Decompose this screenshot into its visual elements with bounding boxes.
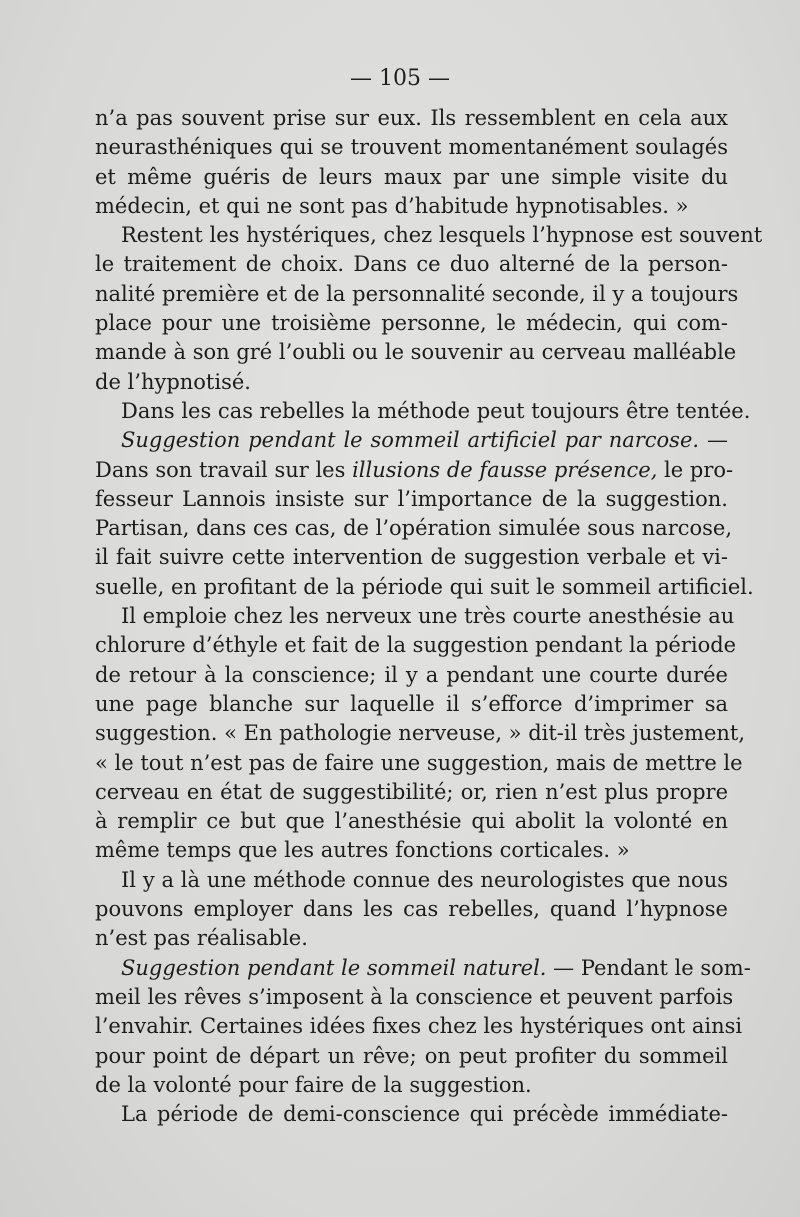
text-line bbox=[95, 280, 739, 309]
italic-text-segment: illusions de fausse présence, bbox=[352, 457, 658, 482]
text-segment: Dans son travail sur les bbox=[95, 457, 353, 482]
text-line bbox=[95, 250, 728, 279]
text-segment: cerveau en état de suggestibilité; or, rien n’est plus propre bbox=[95, 779, 728, 804]
text-line bbox=[95, 807, 728, 836]
text-segment: — bbox=[699, 428, 728, 453]
text-segment: n’a pas souvent prise sur eux. Ils ressemblent en cela aux bbox=[95, 106, 728, 130]
text-line bbox=[95, 514, 733, 543]
text-segment: à remplir ce but que l’anesthésie qui abolit la volonté en bbox=[95, 809, 728, 834]
text-segment: pour point de départ un rêve; on peut profiter du sommeil bbox=[95, 1043, 728, 1068]
text-line bbox=[95, 983, 734, 1012]
text-line bbox=[95, 631, 737, 660]
text-segment: La période de demi-conscience qui précède immédiate- bbox=[121, 1102, 728, 1127]
italic-text-segment: Suggestion pendant le sommeil naturel. bbox=[121, 955, 547, 980]
italic-text-segment: Suggestion pendant le sommeil artificiel par narcose. bbox=[121, 428, 700, 453]
text-line bbox=[95, 456, 734, 485]
text-line bbox=[95, 426, 728, 455]
text-line bbox=[95, 895, 728, 924]
text-segment: Il y a là une méthode connue des neurologistes que nous bbox=[121, 867, 728, 892]
text-line bbox=[95, 954, 751, 983]
text-segment: de l’hypnotisé. bbox=[95, 369, 251, 394]
text-line bbox=[95, 573, 754, 602]
text-segment: Il emploie chez les nerveux une très courte anesthésie au bbox=[121, 604, 735, 629]
text-line bbox=[95, 602, 735, 631]
text-segment: l’envahir. Certaines idées fixes chez les hystériques ont ainsi bbox=[95, 1014, 743, 1039]
text-segment: Dans les cas rebelles la méthode peut toujours être tentée. bbox=[121, 398, 751, 423]
text-line bbox=[95, 338, 737, 367]
text-line bbox=[95, 104, 728, 133]
text-segment: même temps que les autres fonctions corticales. » bbox=[95, 838, 630, 863]
text-segment: de la volonté pour faire de la suggestion. bbox=[95, 1072, 532, 1097]
text-segment: fesseur Lannois insiste sur l’importance de la suggestion. bbox=[95, 486, 728, 511]
text-segment: Restent les hystériques, chez lesquels l’hypnose est souvent bbox=[121, 223, 763, 248]
text-segment: « le tout n’est pas de faire une suggestion, mais de mettre le bbox=[95, 750, 743, 775]
text-line bbox=[95, 836, 728, 865]
text-segment: une page blanche sur laquelle il s’efforce d’imprimer sa bbox=[95, 691, 728, 716]
page-number: — 105 — bbox=[350, 66, 450, 91]
text-line bbox=[95, 192, 728, 221]
text-segment: Partisan, dans ces cas, de l’opération simulée sous narcose, bbox=[95, 516, 733, 541]
text-line bbox=[95, 397, 751, 426]
text-segment: le pro- bbox=[657, 457, 734, 482]
text-line bbox=[95, 866, 728, 895]
text-segment: — Pendant le som- bbox=[546, 955, 751, 980]
text-line bbox=[95, 1071, 728, 1100]
text-line bbox=[95, 133, 728, 162]
text-segment: nalité première et de la personnalité seconde, il y a toujours bbox=[95, 281, 739, 306]
text-line bbox=[95, 543, 728, 572]
text-line bbox=[95, 749, 743, 778]
text-segment: n’est pas réalisable. bbox=[95, 926, 308, 951]
text-line bbox=[95, 485, 728, 514]
text-segment: mande à son gré l’oubli ou le souvenir au cerveau malléable bbox=[95, 340, 737, 365]
text-line bbox=[95, 924, 728, 953]
text-line bbox=[95, 1042, 728, 1071]
text-segment: et même guéris de leurs maux par une simple visite du bbox=[95, 164, 728, 189]
text-segment: il fait suivre cette intervention de suggestion verbale et vi- bbox=[95, 545, 728, 570]
body-text bbox=[95, 104, 763, 1129]
text-line bbox=[95, 309, 728, 338]
text-segment: médecin, et qui ne sont pas d’habitude hypnotisables. » bbox=[95, 193, 689, 218]
text-segment: le traitement de choix. Dans ce duo alterné de la person- bbox=[95, 252, 728, 277]
text-segment: suggestion. « En pathologie nerveuse, » dit-il très justement, bbox=[95, 721, 746, 746]
text-line bbox=[95, 778, 728, 807]
text-line bbox=[95, 661, 728, 690]
text-segment: pouvons employer dans les cas rebelles, quand l’hypnose bbox=[95, 897, 728, 922]
text-line bbox=[95, 690, 728, 719]
text-line bbox=[95, 368, 728, 397]
text-segment: suelle, en profitant de la période qui suit le sommeil artificiel. bbox=[95, 574, 754, 599]
text-segment: place pour une troisième personne, le médecin, qui com- bbox=[95, 311, 728, 336]
text-segment: neurasthéniques qui se trouvent momentanément soulagés bbox=[95, 135, 728, 160]
text-segment: chlorure d’éthyle et fait de la suggestion pendant la période bbox=[95, 633, 737, 658]
text-segment: meil les rêves s’imposent à la conscience et peuvent parfois bbox=[95, 984, 734, 1009]
text-segment: de retour à la conscience; il y a pendant une courte durée bbox=[95, 662, 728, 687]
text-line bbox=[95, 1012, 743, 1041]
text-line bbox=[95, 221, 763, 250]
text-line bbox=[95, 163, 728, 192]
text-line bbox=[95, 1100, 728, 1129]
text-line bbox=[95, 719, 746, 748]
